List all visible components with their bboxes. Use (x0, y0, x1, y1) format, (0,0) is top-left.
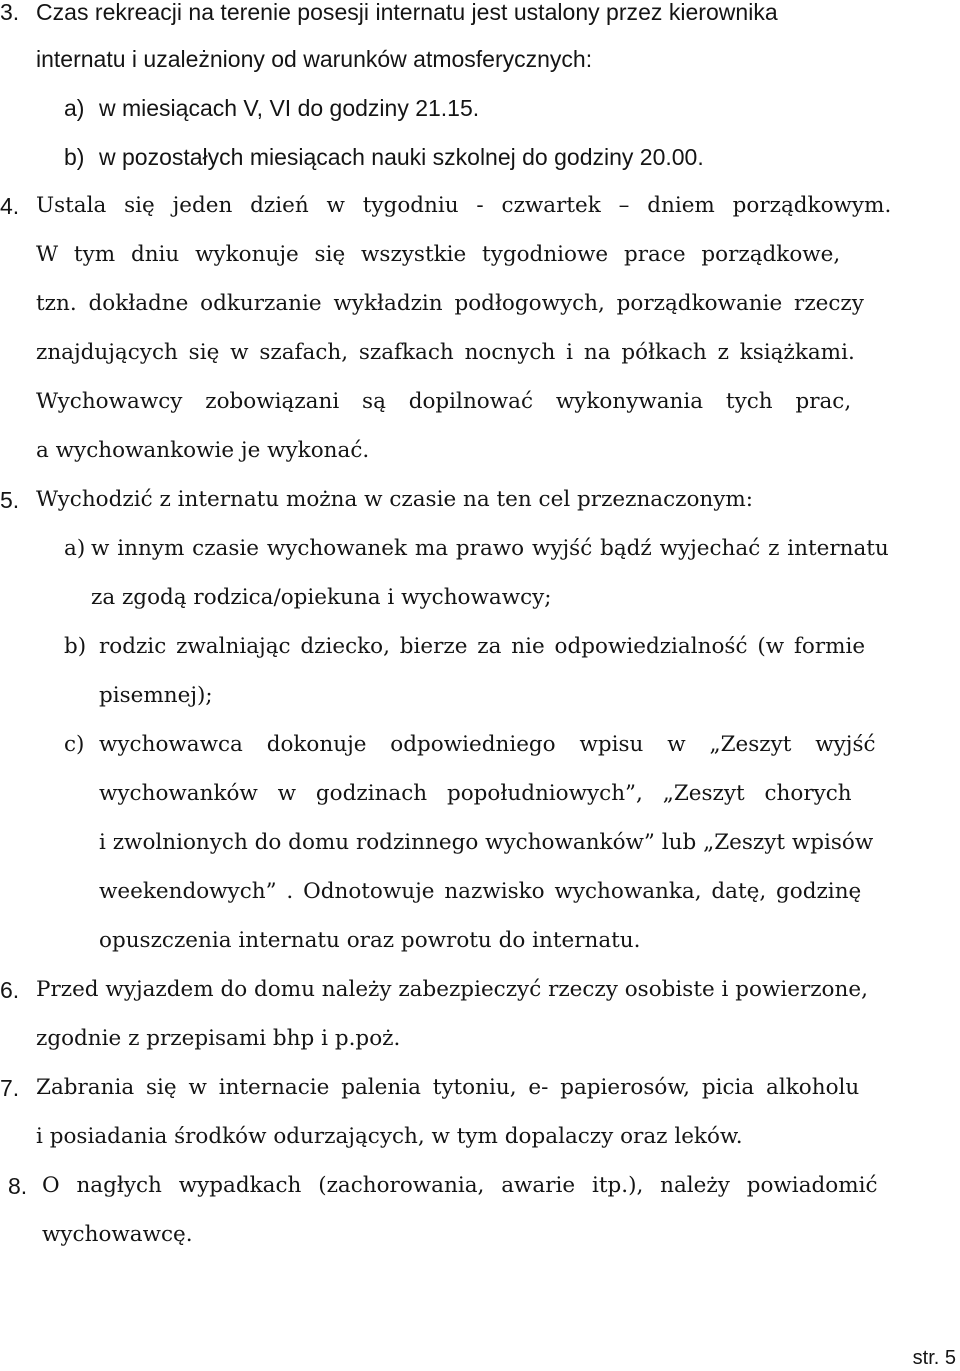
item-8-number: 8. (8, 1173, 28, 1199)
item-5-sub-a-line-1: w innym czasie wychowanek ma prawo wyjść bądź wyjechać z internatu (91, 536, 889, 561)
item-4-line-6: a wychowankowie je wykonać. (36, 438, 370, 463)
item-7-number: 7. (0, 1075, 20, 1101)
item-7-line-1: Zabrania się w internacie palenia tytoniu, e- papierosów, picia alkoholu (36, 1075, 860, 1100)
item-3-line-2: internatu i uzależniony od warunków atmosferycznych: (36, 46, 593, 72)
item-3-number: 3. (0, 0, 20, 25)
item-6-line-1: Przed wyjazdem do domu należy zabezpieczyć rzeczy osobiste i powierzone, (36, 977, 868, 1002)
item-4-line-2: W tym dniu wykonuje się wszystkie tygodniowe prace porządkowe, (36, 242, 841, 267)
item-8-line-1: O nagłych wypadkach (zachorowania, awarie itp.), należy powiadomić (42, 1173, 878, 1198)
item-3-line-1-text: Czas rekreacji na terenie posesji internatu jest ustalony przez kierownika (36, 0, 778, 25)
item-4-line-4: znajdujących się w szafach, szafkach nocnych i na półkach z książkami. (36, 340, 855, 365)
item-5-sub-c-line-5: opuszczenia internatu oraz powrotu do internatu. (99, 928, 641, 953)
item-5-sub-a-label: a) (64, 536, 86, 561)
item-5-sub-c-label: c) (64, 732, 85, 757)
item-3-sub-b-text: w pozostałych miesiącach nauki szkolnej do godziny 20.00. (99, 144, 704, 170)
item-6-line-2: zgodnie z przepisami bhp i p.poż. (36, 1026, 401, 1051)
item-5-sub-b-label: b) (64, 634, 87, 659)
item-8-line-2: wychowawcę. (42, 1222, 193, 1247)
item-6-number: 6. (0, 977, 20, 1003)
item-3-sub-b-label: b) (64, 144, 85, 170)
item-5-sub-b-line-1: rodzic zwalniając dziecko, bierze za nie odpowiedzialność (w formie (99, 634, 866, 659)
item-7-line-2: i posiadania środków odurzających, w tym dopalaczy oraz leków. (36, 1124, 743, 1149)
item-5-sub-a-line-2: za zgodą rodzica/opiekuna i wychowawcy; (91, 585, 552, 610)
item-5-sub-c-line-2: wychowanków w godzinach popołudniowych”, „Zeszyt chorych (99, 781, 852, 806)
item-5-number: 5. (0, 487, 20, 513)
page-number: str. 5 (912, 1347, 956, 1369)
item-5-sub-c-line-4: weekendowych” . Odnotowuje nazwisko wychowanka, datę, godzinę (99, 879, 862, 904)
item-3-sub-a-label: a) (64, 95, 85, 121)
item-4-line-3: tzn. dokładne odkurzanie wykładzin podłogowych, porządkowanie rzeczy (36, 291, 864, 316)
item-4-line-1: Ustala się jeden dzień w tygodniu - czwartek – dniem porządkowym. (36, 193, 892, 218)
item-3-sub-a-text: w miesiącach V, VI do godziny 21.15. (99, 95, 480, 121)
item-3-line-1 (36, 0, 958, 28)
item-5-line-1: Wychodzić z internatu można w czasie na ten cel przeznaczonym: (36, 487, 754, 512)
item-5-sub-b-line-2: pisemnej); (99, 683, 213, 708)
item-4-line-5: Wychowawcy zobowiązani są dopilnować wykonywania tych prac, (36, 389, 852, 414)
item-4-number: 4. (0, 193, 20, 219)
item-5-sub-c-line-3: i zwolnionych do domu rodzinnego wychowanków” lub „Zeszyt wpisów (99, 830, 874, 855)
item-5-sub-c-line-1: wychowawca dokonuje odpowiedniego wpisu w „Zeszyt wyjść (99, 732, 876, 757)
